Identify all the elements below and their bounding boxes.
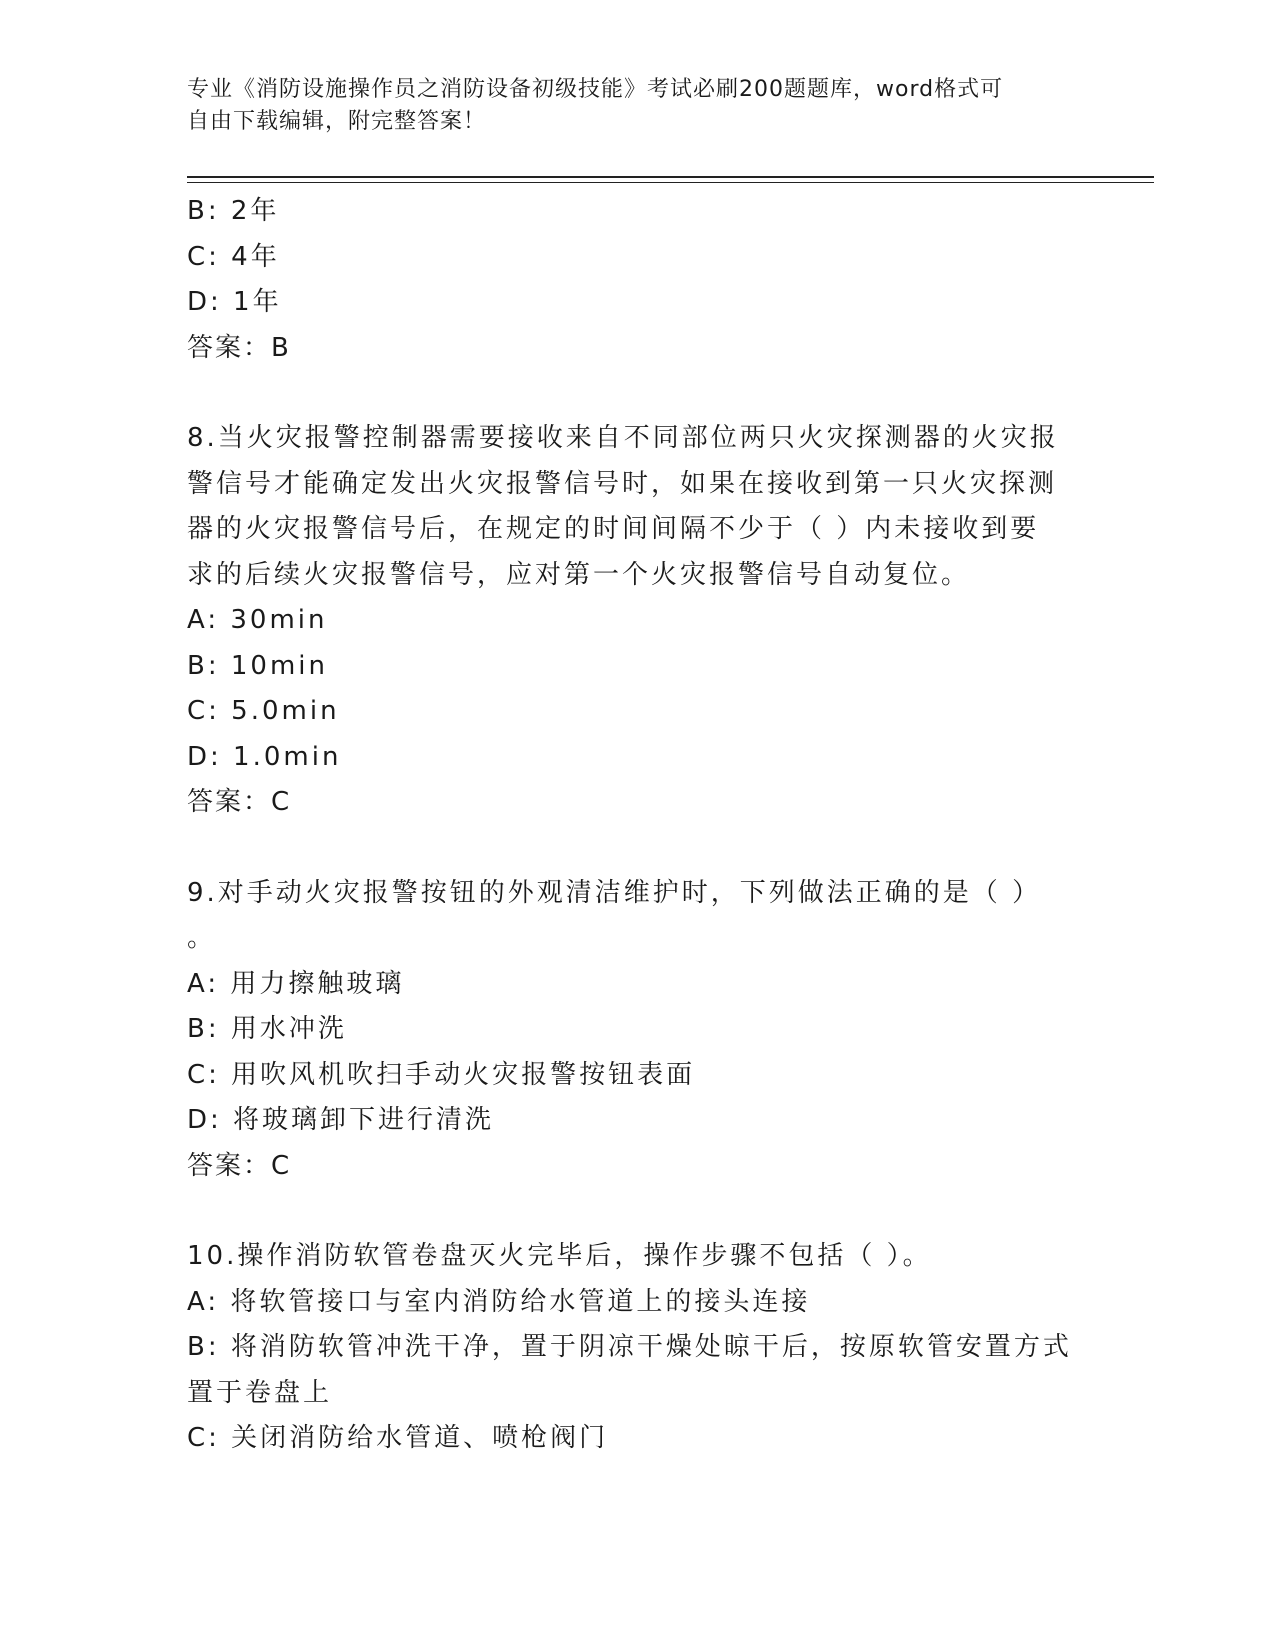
question-8 <box>187 416 1087 826</box>
option-d: D: 1.0min <box>187 741 342 772</box>
answer: 答案：C <box>187 1150 292 1181</box>
header-rule-thick <box>187 176 1154 178</box>
question-9 <box>187 871 1087 1190</box>
question-stem-line: 10.操作消防软管卷盘灭火完毕后，操作步骤不包括（ ）。 <box>187 1241 932 1271</box>
option-c: C: 用吹风机吹扫手动火灾报警按钮表面 <box>187 1059 696 1090</box>
answer: 答案：B <box>187 332 291 363</box>
option-a: A: 将软管接口与室内消防给水管道上的接头连接 <box>187 1286 811 1317</box>
question-7 <box>187 189 1087 371</box>
question-stem-line: 器的火灾报警信号后，在规定的时间间隔不少于（ ）内未接收到要 <box>187 514 1040 544</box>
option-b: B: 2年 <box>187 196 280 226</box>
question-content <box>187 189 1087 1462</box>
option-c: C: 4年 <box>187 241 280 272</box>
page-header <box>187 74 1067 138</box>
option-b: B: 10min <box>187 650 328 681</box>
option-d: D: 将玻璃卸下进行清洗 <box>187 1105 495 1135</box>
spacer <box>187 371 1087 416</box>
question-stem-line: 8.当火灾报警控制器需要接收来自不同部位两只火灾探测器的火灾报 <box>187 423 1059 453</box>
question-stem-line: 求的后续火灾报警信号，应对第一个火灾报警信号自动复位。 <box>187 559 971 590</box>
spacer <box>187 826 1087 871</box>
option-b: B: 将消防软管冲洗干净，置于阴凉干燥处晾干后，按原软管安置方式 <box>187 1332 1072 1362</box>
option-d: D: 1年 <box>187 287 282 317</box>
question-stem-line: 。 <box>187 923 217 953</box>
header-line-1: 专业《消防设施操作员之消防设备初级技能》考试必刷200题题库，word格式可 <box>187 77 1004 102</box>
question-stem-line: 9.对手动火灾报警按钮的外观清洁维护时，下列做法正确的是（ ） <box>187 877 1042 908</box>
question-stem-line: 警信号才能确定发出火灾报警信号时，如果在接收到第一只火灾探测 <box>187 468 1058 499</box>
option-c: C: 关闭消防给水管道、喷枪阀门 <box>187 1423 609 1453</box>
spacer <box>187 1189 1087 1234</box>
option-b: B: 用水冲洗 <box>187 1014 347 1044</box>
header-rule-thin <box>187 182 1154 183</box>
answer: 答案：C <box>187 787 292 817</box>
option-a: A: 用力擦触玻璃 <box>187 968 405 999</box>
option-a: A: 30min <box>187 605 328 635</box>
question-10 <box>187 1234 1087 1462</box>
header-line-2: 自由下载编辑，附完整答案！ <box>187 109 487 134</box>
option-b-continued: 置于卷盘上 <box>187 1377 333 1408</box>
option-c: C: 5.0min <box>187 696 340 726</box>
